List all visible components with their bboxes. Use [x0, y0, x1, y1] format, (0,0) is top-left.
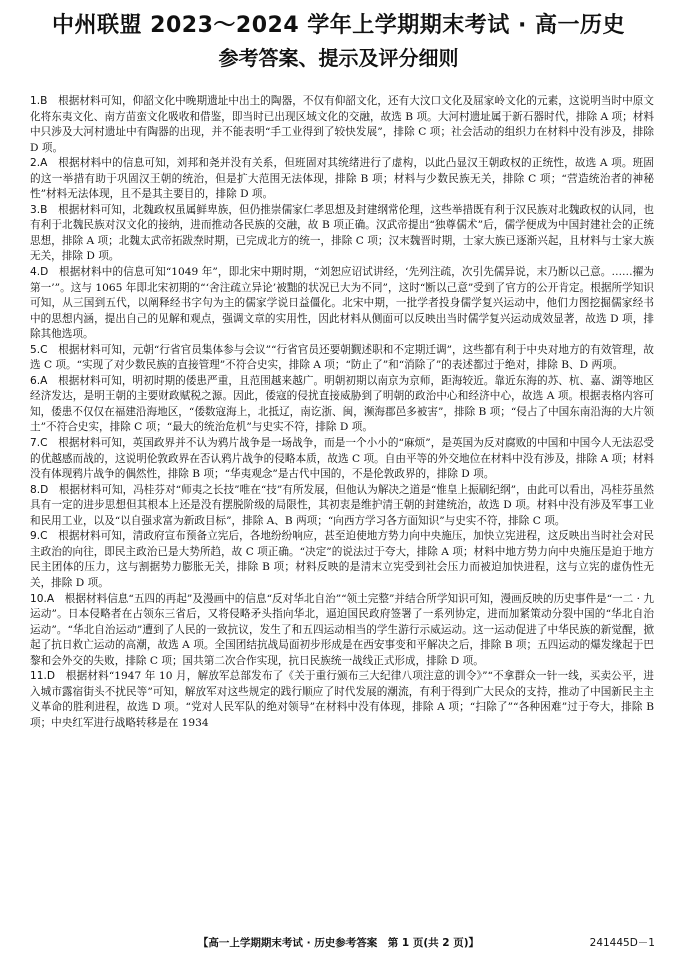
- answer-text: 根据材料中的信息可知“1049 年”，即北宋中期时期，“刘恕应诏试讲经，‘先列注疏，次引先儒异说，末乃断以己意。……擢为第一’”。这与 1065 年即北宋初期的“‘舍注疏立异论’被黜的状况已大为不同”，这时“断以己意”受到了官方的公开肯定。根据所学知识可知，从三国到五代，以阐释经书字句为主的儒家学说日益僵化。北宋中期，一批学者投身儒学复兴运动中，他们力图挖掘儒家经书中的思想内涵，提出自己的见解和观点，强调文章的实用性，因此材料从侧面可以反映出当时儒学复兴运动成效显著，故选 D 项，排除其他选项。: [30, 266, 654, 341]
- footer-doc-code: 241445D－1: [589, 937, 655, 949]
- answer-text: 根据材料“1947 年 10 月，解放军总部发布了《关于重行颁布三大纪律八项注意的训令》”“不拿群众一针一线，买卖公平，进入城市露宿街头不扰民等”可知，解放军对这些规定的践行顺应了时代发展的潮流，有利于得到广大民众的支持，推动了中国新民主主义革命的胜利进程，故选 D 项。“党对人民军队的绝对领导”在材料中没有体现，排除 A 项；“扫除了”“各种困难”过于夸大，排除 B 项；中央红军进行战略转移是在 1934: [30, 670, 654, 729]
- answer-number: 10.A: [30, 592, 55, 605]
- answer-item-7: [30, 436, 654, 483]
- answer-item-9: [30, 529, 654, 591]
- answer-item-8: [30, 483, 654, 530]
- answer-text: 根据材料可知，元朝“行省官员集体参与会议”“行省官员还要朝觐述职和不定期迁调”，这些都有利于中央对地方的有效管理，故选 C 项。“实现了对少数民族的直接管理”不符合史实，排除 A 项；“防止了”和“消除了”的表述都过于绝对，排除 B、D 两项。: [30, 343, 654, 372]
- answer-number: 9.C: [30, 530, 48, 543]
- page-title: 中州联盟 2023～2024 学年上学期期末考试 · 高一历史: [52, 13, 625, 38]
- answer-item-11: [30, 669, 654, 731]
- footer-page-info: 【高一上学期期末考试 · 历史参考答案 第 1 页(共 2 页)】: [197, 937, 480, 949]
- answer-item-4: [30, 265, 654, 343]
- answer-text: 根据材料可知，北魏政权虽属鲜卑族，但仍推崇儒家仁孝思想及封建纲常伦理，这些举措既有利于汉民族对北魏政权的认同，也有利于北魏民族对汉文化的接纳，进而推动各民族的交融，故 B 项正确。汉武帝提出“独尊儒术”后，儒学便成为中国封建社会的正统思想，排除 A 项；北魏太武帝拓跋焘时期，已完成北方的统一，排除 C 项；汉末魏晋时期，士家大族已逐渐兴起，且材料与士家大族无关，排除 D 项。: [30, 203, 655, 263]
- answer-list: [30, 94, 654, 731]
- answer-text: 根据材料可知，清政府宣布预备立宪后，各地纷纷响应，甚至迫使地方势力向中央施压，加快立宪进程，这反映出当时社会对民主政治的向往，即民主政治已是大势所趋，故 C 项正确。“决定”的说法过于夸大，排除 A 项；材料中地方势力向中央施压是迫于地方民主团体的压力，这与割据势力膨胀无关，排除 B 项；材料反映的是清末立宪受到社会压力而被迫加快进程，这与立宪的虚伪性无关，排除 D 项。: [30, 530, 654, 589]
- answer-number: 8.D: [30, 483, 49, 496]
- answer-number: 2.A: [30, 157, 48, 170]
- answer-item-5: [30, 343, 654, 374]
- answer-number: 7.C: [30, 437, 48, 450]
- answer-text: 根据材料中的信息可知，刘邦和尧并没有关系，但班固对其统绪进行了虚构，以此凸显汉王朝政权的正统性，故选 A 项。班固的这一举措有助于巩固汉王朝的统治，但是扩大范围无法体现，排除 B 项；材料与少数民族无关，排除 C 项；“营造统治者的神秘性”材料无法体现，且不是其主要目的，排除 D 项。: [30, 157, 654, 201]
- answer-number: 1.B: [30, 95, 48, 107]
- answer-number: 3.B: [30, 203, 48, 216]
- answer-number: 11.D: [30, 670, 56, 683]
- answer-text: 根据材料可知，仰韶文化中晚期遗址中出土的陶器，不仅有仰韶文化，还有大汶口文化及屈家岭文化的元素，这说明当时中原文化将东夷文化、南方苗蛮文化吸收和借鉴，即当时已出现区域文化的交融，故选 B 项。大河村遗址属于新石器时代，排除 A 项；材料中只涉及大河村遗址中有陶器的出现，并不能表明“手工业得到了较快发展”，排除 C 项；社会活动的组织力在材料中没有涉及，排除 D 项。: [30, 95, 655, 154]
- answer-item-2: [30, 156, 654, 203]
- answer-item-3: [30, 203, 654, 265]
- answer-number: 5.C: [30, 343, 48, 356]
- answer-text: 根据材料可知，冯桂芬对“师夷之长技”唯在“技”有所发展，但他认为解决之道是“惟皇上振刷纪纲”，由此可以看出，冯桂芬虽然具有一定的进步思想但其根本上还是没有摆脱阶级的局限性，其初衷是维护清王朝的封建统治，故选 D 项。材料中没有涉及军事工业和民用工业，以及“以自强求富为新政目标”，排除 A、B 两项；“向西方学习各方面知识”与史实不符，排除 C 项。: [30, 483, 654, 527]
- answer-text: 根据材料可知，英国政界并不认为鸦片战争是一场战争，而是一个小小的“麻烦”，是英国为反对腐败的中国和中国今人无法忍受的优越感而战的，这说明伦敦政界在否认鸦片战争的侵略本质，故选 C 项。自由平等的外交地位在材料中没有涉及，排除 A 项；材料没有体现鸦片战争的偶然性，排除 B 项；“华夷观念”是古代中国的，不是伦敦政界的，排除 D 项。: [30, 437, 655, 481]
- answer-item-10: [30, 592, 654, 670]
- answer-item-6: [30, 374, 654, 436]
- page-subtitle: 参考答案、提示及评分细则: [218, 46, 459, 70]
- answer-text: 根据材料信息“五四的再起”及漫画中的信息“反对华北自治”“领土完整”并结合所学知识可知，漫画反映的历史事件是“一二 · 九运动”。日本侵略者在占领东三省后，又将侵略矛头指向华北，逼迫国民政府签署了一系列协定，进而加紧策动分裂中国的“华北自治运动”。“华北自治运动”遭到了人民的一致抗议，发生了和五四运动相当的学生游行示威运动。这一运动促进了中华民族的新觉醒，掀起了抗日救亡运动的高潮，故选 A 项。全国团结抗战局面初步形成是在西安事变和平解决之后，排除 B 项；五四运动的爆发缘起于巴黎和会外交的失败，排除 C 项；国共第二次合作实现，抗日民族统一战线正式形成，排除 D 项。: [30, 592, 655, 667]
- answer-text: 根据材料可知，明初时期的倭患严重，且范围越来越广。明朝初期以南京为京师，距海较近。靠近东海的苏、杭、嘉、湖等地区经济发达，是明王朝的主要财政赋税之源。因此，倭寇的侵扰直接威胁到了明朝的政治中心和经济中心，故选 A 项。根据表格内容可知，倭患不仅仅在福建沿海地区，“倭数寇海上，北抵辽，南讫浙、闽，濒海郡邑多被害”，排除 B 项；“侵占了中国东南沿海的大片领土”不符合史实，排除 C 项；“最大的统治危机”与史实不符，排除 D 项。: [30, 374, 655, 434]
- page-footer: [0, 935, 677, 953]
- answer-number: 6.A: [30, 374, 48, 387]
- answer-item-1: [30, 94, 654, 156]
- answer-number: 4.D: [30, 266, 49, 279]
